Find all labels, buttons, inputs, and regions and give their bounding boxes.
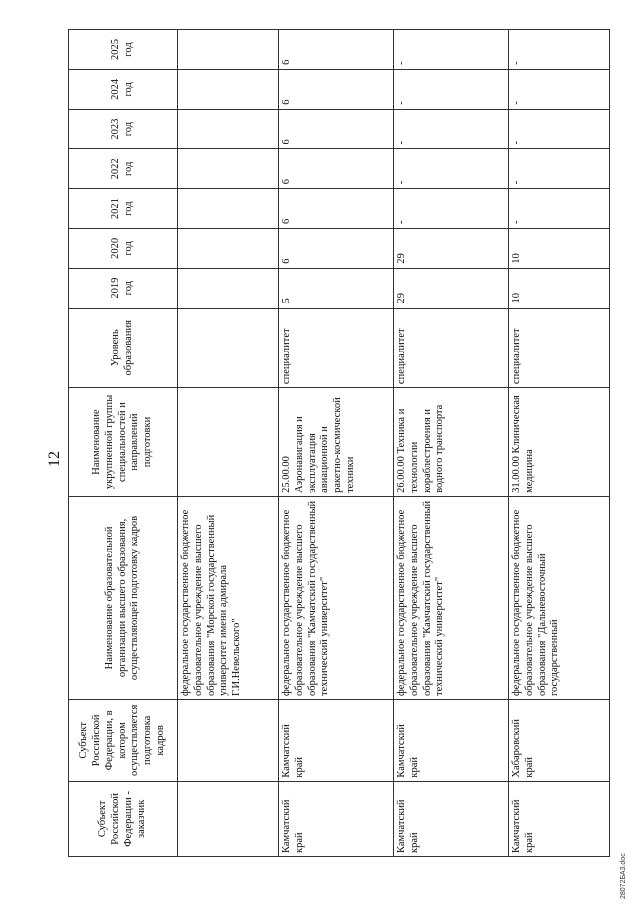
table-cell xyxy=(178,109,279,149)
table-row xyxy=(279,30,394,857)
table-cell xyxy=(178,700,279,782)
table-cell-2024: 6 xyxy=(279,69,394,109)
header-organization: Наименование образовательной организации высшего образования, осуществляющей подготовку кадров xyxy=(69,496,178,699)
table-cell-specialty-group: 26.00.00 Техника и технологии кораблестроения и водного транспорта xyxy=(394,388,509,497)
table-cell-2025: 6 xyxy=(279,30,394,70)
document-code: 28072БА3.doc xyxy=(620,853,627,899)
table-cell xyxy=(178,228,279,268)
header-2023: 2023 год xyxy=(69,109,178,149)
table-row xyxy=(178,30,279,857)
table-header-row xyxy=(69,30,178,857)
table-cell-2023: 6 xyxy=(279,109,394,149)
table-cell xyxy=(178,69,279,109)
table-cell-2021: - xyxy=(509,189,610,229)
table-cell-specialty-group: 31.00.00 Клиническая медицина xyxy=(509,388,610,497)
allocation-table xyxy=(68,29,610,857)
table-cell xyxy=(178,308,279,388)
table-cell xyxy=(178,149,279,189)
table-cell-training-subject: Камчатский край xyxy=(279,700,394,782)
table-row xyxy=(394,30,509,857)
table-cell-2023: - xyxy=(509,109,610,149)
table-cell-2025: - xyxy=(509,30,610,70)
page-number: 12 xyxy=(46,451,63,467)
table-cell-2020: 10 xyxy=(509,228,610,268)
table-cell-organization: федеральное государственное бюджетное образовательное учреждение высшего образования "Камчатский государственный технический университет" xyxy=(279,496,394,699)
table-cell-training-subject: Хабаровский край xyxy=(509,700,610,782)
header-2022: 2022 год xyxy=(69,149,178,189)
table-cell-customer: Камчатский край xyxy=(279,781,394,856)
header-2020: 2020 год xyxy=(69,228,178,268)
table-cell-organization: федеральное государственное бюджетное образовательное учреждение высшего образования "Камчатский государственный технический университет" xyxy=(394,496,509,699)
table-cell-2019: 10 xyxy=(509,268,610,308)
table-cell xyxy=(178,781,279,856)
table-cell-2021: 6 xyxy=(279,189,394,229)
table-cell-level: специалитет xyxy=(394,308,509,388)
table-cell-organization: федеральное государственное бюджетное образовательное учреждение высшего образования "Дальневосточный государственный xyxy=(509,496,610,699)
table-cell-level: специалитет xyxy=(509,308,610,388)
table-cell-organization: федеральное государственное бюджетное образовательное учреждение высшего образования "Морской государственный университет имени адмирала Г.И.Невельского" xyxy=(178,496,279,699)
table-cell-2022: - xyxy=(509,149,610,189)
table-cell-customer: Камчатский край xyxy=(509,781,610,856)
table-cell-2022: 6 xyxy=(279,149,394,189)
table-cell-training-subject: Камчатский край xyxy=(394,700,509,782)
table-cell-2025: - xyxy=(394,30,509,70)
table-cell xyxy=(178,388,279,497)
header-2019: 2019 год xyxy=(69,268,178,308)
table-cell-2019: 29 xyxy=(394,268,509,308)
table-cell xyxy=(178,30,279,70)
table-row xyxy=(509,30,610,857)
table-cell-2021: - xyxy=(394,189,509,229)
header-training-subject: Субъект Российской Федерации, в котором осуществляется подготовка кадров xyxy=(69,700,178,782)
table-cell-2020: 6 xyxy=(279,228,394,268)
table-cell-2024: - xyxy=(394,69,509,109)
header-specialty-group: Наименование укрупненной группы специальностей и направлений подготовки xyxy=(69,388,178,497)
header-level: Уровень образования xyxy=(69,308,178,388)
header-customer: Субъект Российской Федерации - заказчик xyxy=(69,781,178,856)
table-cell xyxy=(178,189,279,229)
table-cell xyxy=(178,268,279,308)
table-cell-2022: - xyxy=(394,149,509,189)
table-cell-level: специалитет xyxy=(279,308,394,388)
table-cell-2023: - xyxy=(394,109,509,149)
header-2021: 2021 год xyxy=(69,189,178,229)
table-cell-2024: - xyxy=(509,69,610,109)
header-2024: 2024 год xyxy=(69,69,178,109)
table-cell-2019: 5 xyxy=(279,268,394,308)
table-cell-customer: Камчатский край xyxy=(394,781,509,856)
table-cell-specialty-group: 25.00.00 Аэронавигация и эксплуатация авиационной и ракетно-космической техники xyxy=(279,388,394,497)
header-2025: 2025 год xyxy=(69,30,178,70)
table-cell-2020: 29 xyxy=(394,228,509,268)
